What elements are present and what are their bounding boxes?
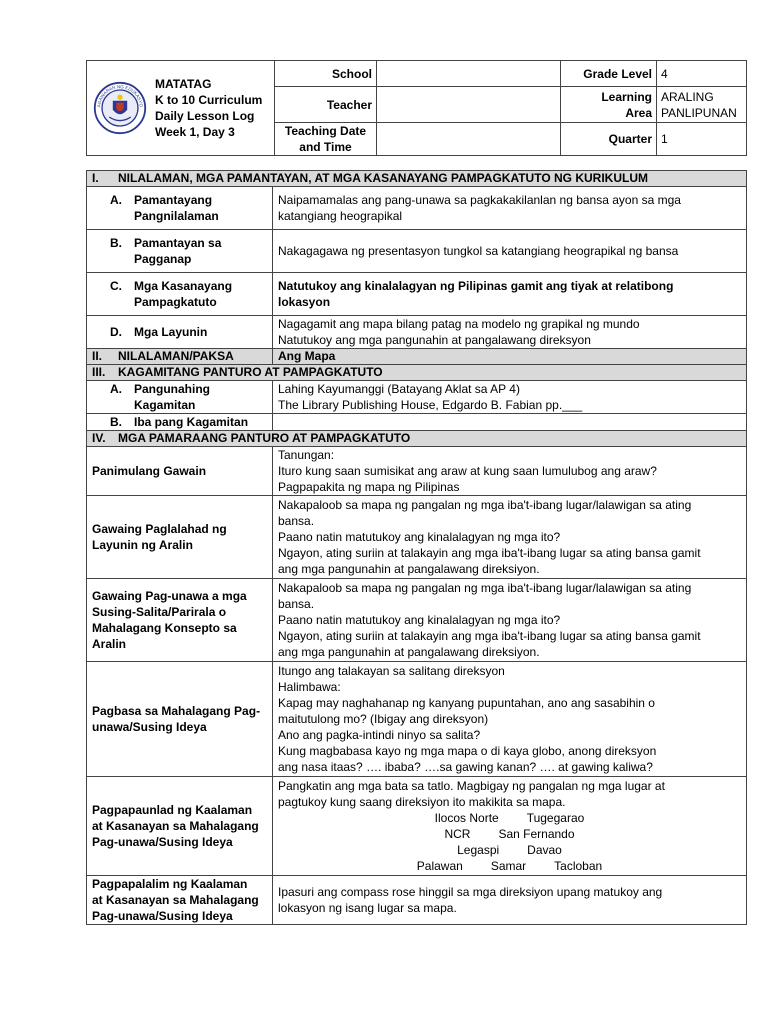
teaching-date-label: Teaching Date and Time [275,123,377,156]
grade-level-value: 4 [657,61,747,87]
place-name: Ilocos Norte [434,811,499,825]
other-materials-value[interactable] [273,414,747,431]
school-label: School [275,61,377,87]
header-table [86,60,747,156]
topic-value: Ang Mapa [273,349,747,365]
header-title-line: Week 1, Day 3 [155,125,235,139]
teacher-label: Teacher [275,87,377,123]
place-name: Tacloban [554,859,603,873]
table-row: Pagpapalalim ng Kaalaman at Kasanayan sa Mahalagang Pag-unawa/Susing Ideya Ipasuri ang compass rose hinggil sa mga direksiyon upang matukoy ang lokasyon ng isang lugar sa mapa. [87,876,747,925]
table-row: C. Mga Kasanayang Pampagkatuto Natutukoy ang kinalalagyan ng Pilipinas gamit ang tiyak at relatibong lokasyon [87,273,747,316]
section-header-i: I. NILALAMAN, MGA PAMANTAYAN, AT MGA KASANAYANG PAMPAGKATUTO NG KURIKULUM [87,171,747,187]
table-row: B. Iba pang Kagamitan [87,414,747,431]
section-header-iii: III. KAGAMITANG PANTURO AT PAMPAGKATUTO [87,365,747,381]
table-row: Gawaing Pag-unawa a mga Susing-Salita/Parirala o Mahalagang Konsepto sa Aralin Nakapaloob sa mapa ng pangalan ng mga iba't-ibang lugar/lalawigan sa ating bansa. Paano natin matutukoy ang kinalalagyan ng mga ito? Ngayon, ating suriin at talakayin ang mga iba't-ibang lugar sa ating bansa gamit ang mga pangunahin at pangalawang direksiyon. [87,579,747,662]
lesson-log-table [86,170,747,925]
section-title: NILALAMAN, MGA PAMANTAYAN, AT MGA KASANAYANG PAMPAGKATUTO NG KURIKULUM [118,171,648,185]
place-name: Legaspi [457,843,500,857]
table-row: Panimulang Gawain Tanungan: Ituro kung saan sumisikat ang araw at kung saan lumulubog ang araw? Pagpapakita ng mapa ng Pilipinas [87,447,747,496]
deped-seal-icon [93,81,147,135]
teacher-value[interactable] [377,87,561,123]
header-title-line: Daily Lesson Log [155,109,255,123]
header-title-line: MATATAG [155,77,212,91]
place-name: Samar [490,859,527,873]
place-name: Palawan [416,859,463,873]
table-row: A. Pamantayang Pangnilalaman Naipamamalas ang pang-unawa sa pagkakakilanlan ng bansa ayon sa mga katangiang heograpikal [87,187,747,230]
school-value[interactable] [377,61,561,87]
section-header-ii: II. NILALAMAN/PAKSA Ang Mapa [87,349,747,365]
table-row: A. Pangunahing Kagamitan Lahing Kayumanggi (Batayang Aklat sa AP 4) The Library Publishing House, Edgardo B. Fabian pp.___ [87,381,747,414]
svg-text:KAGAWARAN NG EDUKASYON: AGAWARAN NG EDUKASYO [96,84,144,108]
header-title-line: K to 10 Curriculum [155,93,263,107]
table-row: D. Mga Layunin Nagagamit ang mapa bilang patag na modelo ng grapikal ng mundo Natutukoy ang mga pangunahin at pangalawang direksyon [87,316,747,349]
learning-area-label: Learning Area [561,87,657,123]
table-row: Pagbasa sa Mahalagang Pag- unawa/Susing Ideya Itungo ang talakayan sa salitang direksyon Halimbawa: Kapag may naghahanap ng kanyang pupuntahan, ano ang sasabihin o maitutulong mo? (Ibigay ang direksyon) Ano ang pagka-intindi ninyo sa salita? Kung magbabasa kayo ng mga mapa o di kaya globo, anong direksyon ang nasa itaas? …. ibaba? ….sa gawing kanan? …. at gawing kaliwa? [87,662,747,777]
place-name: Davao [527,843,562,857]
place-name: Tugegarao [526,811,585,825]
place-name: NCR [444,827,471,841]
header-logo-cell [87,61,275,156]
table-row: B. Pamantayan sa Pagganap Nakagagawa ng presentasyon tungkol sa katangiang heograpikal ng bansa [87,230,747,273]
section-header-iv: IV. MGA PAMARAANG PANTURO AT PAMPAGKATUTO [87,431,747,447]
place-list [278,810,741,874]
learning-area-value: ARALING PANLIPUNAN [657,87,747,123]
table-row: Pagpapaunlad ng Kaalaman at Kasanayan sa Mahalagang Pag-unawa/Susing Ideya Pangkatin ang mga bata sa tatlo. Magbigay ng pangalan ng mga lugar at pagtukoy kung saang direksiyon ito makikita sa mapa. Ilocos Norte Tugegarao NCR San Fernando Legaspi Davao Palawan Samar Tacloban [87,777,747,876]
place-name: San Fernando [498,827,575,841]
quarter-value: 1 [657,123,747,156]
teaching-date-value[interactable] [377,123,561,156]
grade-level-label: Grade Level [561,61,657,87]
quarter-label: Quarter [561,123,657,156]
table-row: Gawaing Paglalahad ng Layunin ng Aralin Nakapaloob sa mapa ng pangalan ng mga iba't-ibang lugar/lalawigan sa ating bansa. Paano natin matutukoy ang kinalalagyan ng mga ito? Ngayon, ating suriin at talakayin ang mga iba't-ibang lugar sa ating bansa gamit ang mga pangunahin at pangalawang direksiyon. [87,496,747,579]
